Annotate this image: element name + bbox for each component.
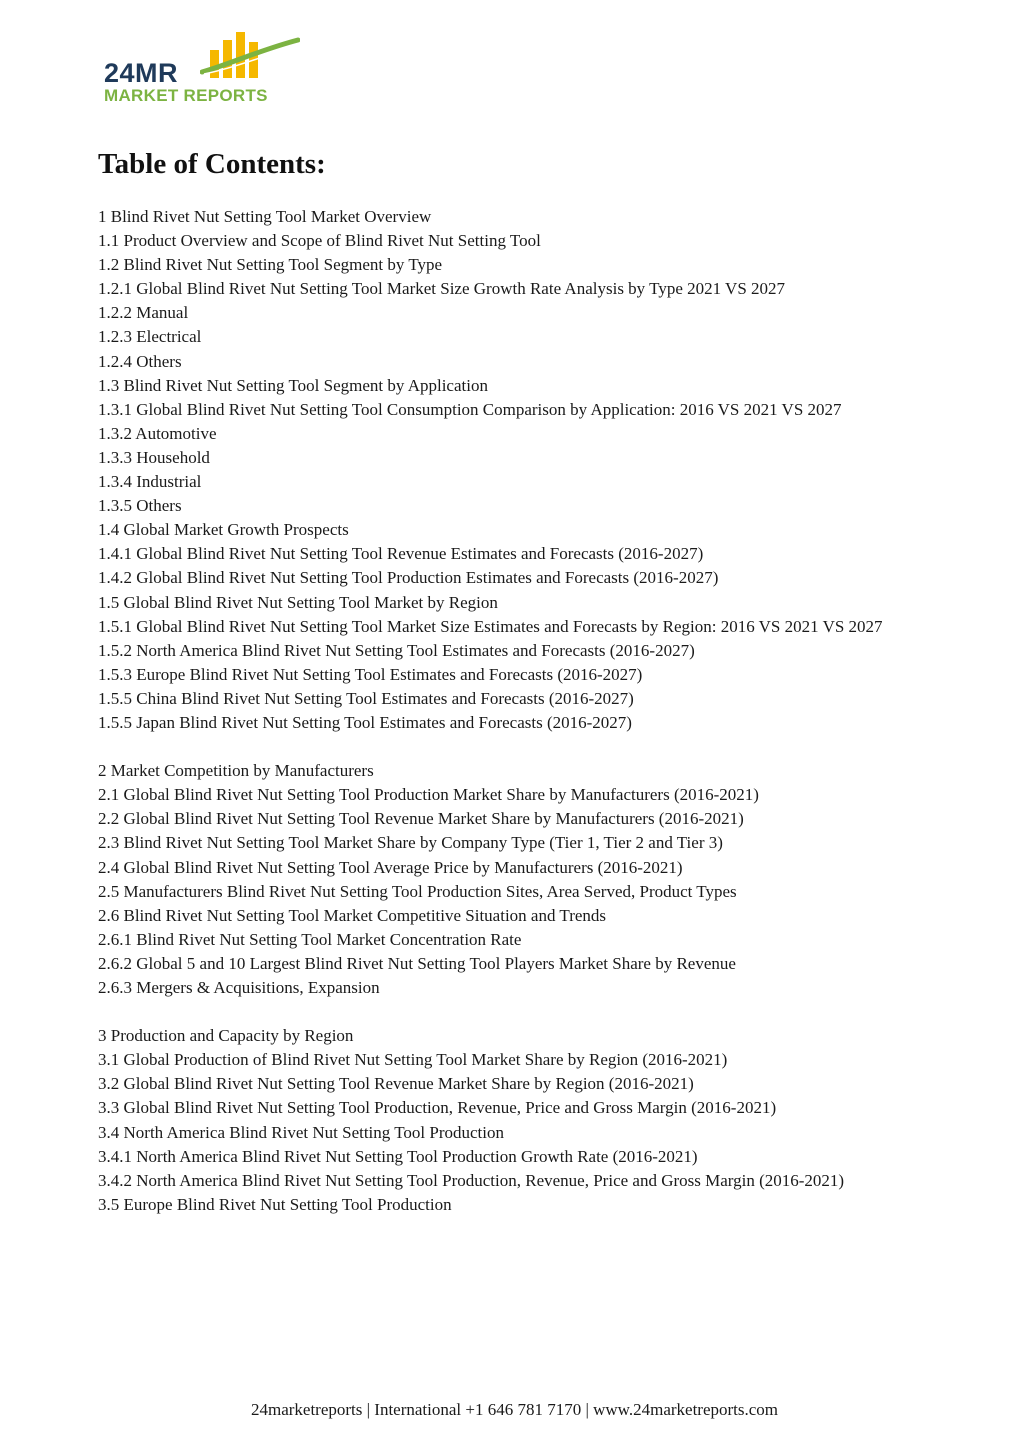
toc-entry: 1.2.2 Manual bbox=[98, 303, 189, 323]
toc-entry: 2.2 Global Blind Rivet Nut Setting Tool Revenue Market Share by Manufacturers (2016-2021) bbox=[98, 809, 744, 829]
toc-entry: 2.3 Blind Rivet Nut Setting Tool Market Share by Company Type (Tier 1, Tier 2 and Tier 3) bbox=[98, 833, 723, 853]
toc-entry: 1.4 Global Market Growth Prospects bbox=[98, 520, 349, 540]
toc-entry: 1.5 Global Blind Rivet Nut Setting Tool Market by Region bbox=[98, 592, 498, 612]
toc-entry: 1.2.3 Electrical bbox=[98, 327, 202, 347]
table-of-contents bbox=[98, 205, 926, 1217]
toc-entry: 3.5 Europe Blind Rivet Nut Setting Tool Production bbox=[98, 1194, 452, 1214]
logo-bars-icon bbox=[200, 28, 300, 80]
toc-entry: 2 Market Competition by Manufacturers bbox=[98, 761, 374, 781]
toc-entry: 1.2.1 Global Blind Rivet Nut Setting Tool Market Size Growth Rate Analysis by Type 2021 VS 2027 bbox=[98, 279, 786, 299]
toc-entry: 3.1 Global Production of Blind Rivet Nut Setting Tool Market Share by Region (2016-2021) bbox=[98, 1050, 728, 1070]
toc-entry: 1.5.2 North America Blind Rivet Nut Setting Tool Estimates and Forecasts (2016-2027) bbox=[98, 640, 695, 660]
section-gap bbox=[98, 1000, 926, 1024]
toc-entry: 3.4.2 North America Blind Rivet Nut Setting Tool Production, Revenue, Price and Gross Margin (2016-2021) bbox=[98, 1170, 845, 1190]
toc-entry: 2.1 Global Blind Rivet Nut Setting Tool Production Market Share by Manufacturers (2016-2021) bbox=[98, 785, 759, 805]
toc-entry: 1.5.1 Global Blind Rivet Nut Setting Tool Market Size Estimates and Forecasts by Region: 2016 VS 2021 VS 2027 bbox=[98, 616, 883, 636]
toc-entry: 3 Production and Capacity by Region bbox=[98, 1026, 354, 1046]
toc-entry: 1.3.1 Global Blind Rivet Nut Setting Tool Consumption Comparison by Application: 2016 VS 2021 VS 2027 bbox=[98, 399, 842, 419]
toc-entry: 1.3.3 Household bbox=[98, 447, 210, 467]
toc-entry: 2.5 Manufacturers Blind Rivet Nut Setting Tool Production Sites, Area Served, Product Types bbox=[98, 881, 737, 901]
toc-entry: 1.3 Blind Rivet Nut Setting Tool Segment by Application bbox=[98, 375, 488, 395]
page-title: Table of Contents: bbox=[98, 148, 326, 180]
toc-entry: 1.1 Product Overview and Scope of Blind Rivet Nut Setting Tool bbox=[98, 231, 541, 251]
company-logo bbox=[100, 28, 310, 108]
section-gap bbox=[98, 735, 926, 759]
page-footer: 24marketreports | International +1 646 781 7170 | www.24marketreports.com bbox=[250, 1400, 779, 1419]
toc-entry: 1.3.5 Others bbox=[98, 496, 182, 516]
toc-entry: 1.2.4 Others bbox=[98, 351, 182, 371]
logo-text-sub: MARKET REPORTS bbox=[104, 86, 268, 105]
toc-entry: 1.3.2 Automotive bbox=[98, 423, 217, 443]
toc-entry: 3.4 North America Blind Rivet Nut Setting Tool Production bbox=[98, 1122, 504, 1142]
toc-entry: 1.5.5 Japan Blind Rivet Nut Setting Tool Estimates and Forecasts (2016-2027) bbox=[98, 712, 632, 732]
logo-text-main: 24MR bbox=[104, 58, 179, 88]
toc-entry: 2.6.1 Blind Rivet Nut Setting Tool Market Concentration Rate bbox=[98, 929, 522, 949]
toc-entry: 2.6.3 Mergers & Acquisitions, Expansion bbox=[98, 978, 380, 997]
toc-entry: 2.6.2 Global 5 and 10 Largest Blind Rivet Nut Setting Tool Players Market Share by Revenue bbox=[98, 953, 736, 973]
toc-entry: 1.5.3 Europe Blind Rivet Nut Setting Tool Estimates and Forecasts (2016-2027) bbox=[98, 664, 643, 684]
toc-entry: 3.2 Global Blind Rivet Nut Setting Tool Revenue Market Share by Region (2016-2021) bbox=[98, 1074, 694, 1094]
toc-entry: 1.4.2 Global Blind Rivet Nut Setting Tool Production Estimates and Forecasts (2016-2027) bbox=[98, 568, 719, 588]
toc-entry: 1.3.4 Industrial bbox=[98, 472, 202, 492]
toc-entry: 1 Blind Rivet Nut Setting Tool Market Overview bbox=[98, 207, 432, 226]
toc-entry: 3.3 Global Blind Rivet Nut Setting Tool Production, Revenue, Price and Gross Margin (2016-2021) bbox=[98, 1098, 777, 1118]
toc-entry: 2.6 Blind Rivet Nut Setting Tool Market Competitive Situation and Trends bbox=[98, 905, 607, 925]
toc-entry: 1.5.5 China Blind Rivet Nut Setting Tool Estimates and Forecasts (2016-2027) bbox=[98, 688, 634, 708]
toc-entry: 1.4.1 Global Blind Rivet Nut Setting Tool Revenue Estimates and Forecasts (2016-2027) bbox=[98, 544, 704, 564]
toc-entry: 2.4 Global Blind Rivet Nut Setting Tool Average Price by Manufacturers (2016-2021) bbox=[98, 857, 683, 877]
toc-entry: 3.4.1 North America Blind Rivet Nut Setting Tool Production Growth Rate (2016-2021) bbox=[98, 1146, 698, 1166]
toc-entry: 1.2 Blind Rivet Nut Setting Tool Segment by Type bbox=[98, 255, 443, 275]
